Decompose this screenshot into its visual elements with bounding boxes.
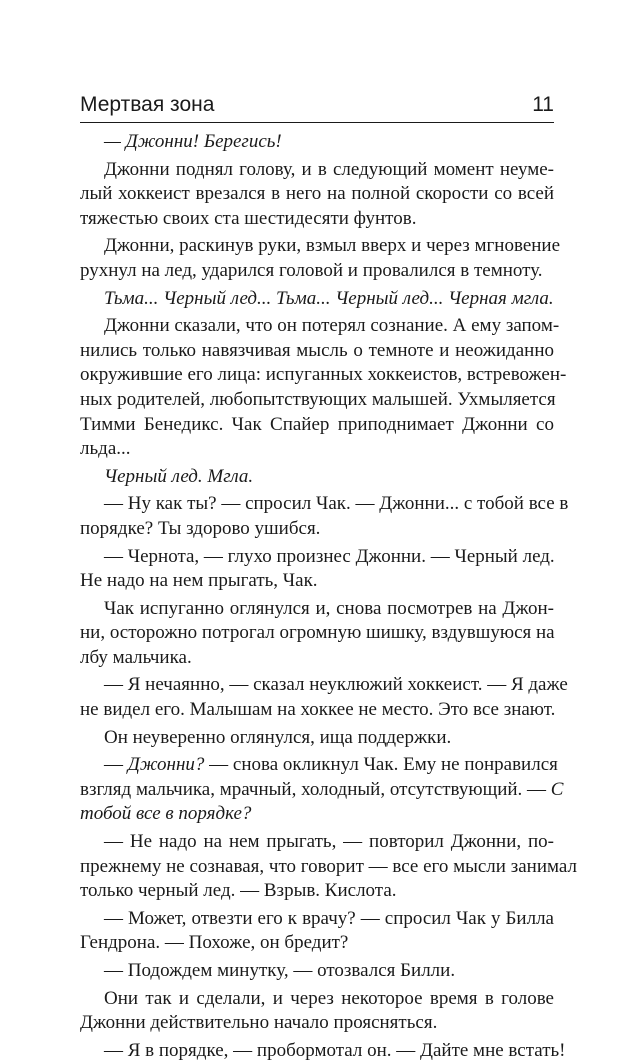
text-line	[80, 465, 554, 490]
text-line	[80, 1011, 554, 1036]
running-header	[80, 92, 554, 123]
text-line	[80, 726, 554, 751]
text-line	[80, 987, 554, 1012]
text-line	[80, 130, 554, 155]
text-line	[80, 621, 554, 646]
text-line	[80, 234, 561, 259]
text-line	[80, 778, 564, 803]
text-run: — Может, отвезти его к врачу? — спросил Чак у Билла	[104, 907, 554, 929]
body-text	[80, 130, 577, 1063]
italic-text: С	[550, 778, 564, 800]
text-run: нились только навязчивая мысль о темноте и неожиданно	[80, 339, 554, 361]
italic-text: Черный лед. Мгла.	[104, 465, 254, 487]
text-line	[80, 931, 554, 956]
text-line	[80, 753, 558, 778]
text-run: ни, осторожно потрогал огромную шишку, вздувшуюся на	[80, 622, 555, 644]
text-run: только черный лед. — Взрыв. Кислота.	[80, 880, 397, 902]
running-title: Мертвая зона	[80, 93, 215, 116]
text-run: окружившие его лица: испуганных хоккеистов, встревожен-	[80, 364, 567, 386]
text-line	[80, 314, 560, 339]
text-run: ных родителей, любопытствующих малышей. Ухмыляется	[80, 388, 556, 410]
text-line	[80, 830, 554, 855]
text-line	[80, 492, 569, 517]
text-line	[80, 646, 554, 671]
text-line	[80, 287, 554, 312]
text-line	[80, 259, 554, 284]
text-run: Тимми Бенедикс. Чак Спайер приподнимает Джонни со	[80, 413, 554, 435]
text-line	[80, 802, 554, 827]
text-line	[80, 517, 554, 542]
italic-text: — Джонни! Берегись!	[104, 131, 282, 152]
text-run: не видел его. Малышам на хоккее не место. Это все знают.	[80, 699, 556, 721]
text-run: — Не надо на нем прыгать, — повторил Джонни, по-	[104, 831, 554, 853]
text-line	[80, 959, 554, 984]
text-run: — снова окликнул Чак. Ему не понравился	[204, 754, 558, 776]
text-line	[80, 437, 554, 462]
text-line	[80, 569, 554, 594]
text-run: Джонни поднял голову, и в следующий момент неуме-	[104, 158, 554, 180]
text-run: — Чернота, — глухо произнес Джонни. — Черный лед.	[104, 545, 555, 567]
text-line	[80, 879, 554, 904]
text-run: — Я нечаянно, — сказал неуклюжий хоккеист. — Я даже	[104, 674, 568, 696]
text-run: — Я в порядке, — пробормотал он. — Дайте мне встать!	[104, 1039, 566, 1061]
text-line	[80, 673, 568, 698]
text-line	[80, 158, 554, 183]
text-line	[80, 907, 554, 932]
text-line	[80, 545, 554, 570]
text-run: — Ну как ты? — спросил Чак. — Джонни... с тобой все в	[104, 493, 569, 515]
text-run: взгляд мальчика, мрачный, холодный, отсутствующий. —	[80, 778, 551, 800]
text-line	[80, 1039, 566, 1063]
text-run: Джонни, раскинув руки, взмыл вверх и через мгновение	[104, 235, 561, 257]
italic-text: Тьма... Черный лед... Тьма... Черный лед... Черная мгла.	[104, 287, 554, 309]
text-line	[80, 855, 577, 880]
text-run: лый хоккеист врезался в него на полной скорости со всей	[80, 183, 554, 205]
text-run: —	[104, 754, 128, 776]
text-line	[80, 698, 554, 723]
text-run: Он неуверенно оглянулся, ища поддержки.	[104, 726, 452, 748]
text-run: Не надо на нем прыгать, Чак.	[80, 570, 318, 592]
italic-text: Джонни?	[127, 754, 205, 776]
text-run: порядке? Ты здорово ушибся.	[80, 517, 321, 539]
text-line	[80, 339, 554, 364]
text-run: Гендрона. — Похоже, он бредит?	[80, 932, 349, 954]
text-line	[80, 363, 567, 388]
text-run: Джонни действительно начало проясняться.	[80, 1012, 438, 1034]
text-line	[80, 388, 554, 413]
italic-text: тобой все в порядке?	[80, 803, 252, 825]
text-run: Чак испуганно оглянулся и, снова посмотрев на Джон-	[104, 597, 554, 619]
text-line	[80, 207, 554, 232]
text-line	[80, 182, 554, 207]
text-run: лбу мальчика.	[80, 646, 192, 668]
text-run: льда...	[80, 438, 131, 460]
text-run: Они так и сделали, и через некоторое время в голове	[104, 987, 554, 1009]
text-run: тяжестью своих ста шестидесяти фунтов.	[80, 207, 417, 229]
page-number: 11	[532, 93, 554, 116]
text-run: рухнул на лед, ударился головой и провалился в темноту.	[80, 259, 543, 281]
text-run: прежнему не сознавая, что говорит — все его мысли занимал	[80, 855, 577, 877]
text-line	[80, 413, 554, 438]
text-line	[80, 597, 554, 622]
text-run: — Подождем минутку, — отозвался Билли.	[104, 960, 456, 981]
text-run: Джонни сказали, что он потерял сознание. А ему запом-	[104, 315, 560, 337]
